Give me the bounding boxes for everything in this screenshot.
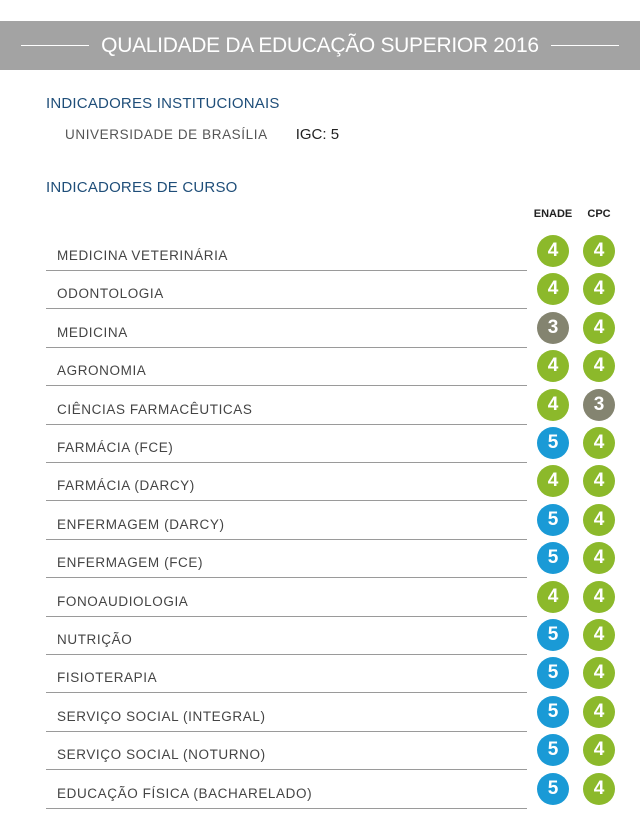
table-row — [0, 270, 640, 309]
course-name: SERVIÇO SOCIAL (INTEGRAL) — [57, 708, 266, 724]
course-name: MEDICINA VETERINÁRIA — [57, 248, 229, 263]
course-section-title: INDICADORES DE CURSO — [46, 179, 238, 196]
enade-badge: 5 — [537, 504, 569, 536]
table-row — [0, 501, 640, 540]
cpc-badge: 4 — [583, 427, 615, 459]
header-right-rule — [551, 45, 619, 46]
table-row — [0, 616, 640, 655]
enade-badge: 4 — [537, 389, 569, 421]
enade-badge: 5 — [537, 773, 569, 805]
institutional-section-title: INDICADORES INSTITUCIONAIS — [46, 95, 280, 112]
enade-badge: 4 — [537, 350, 569, 382]
table-row — [0, 770, 640, 809]
cpc-badge: 3 — [583, 389, 615, 421]
enade-badge: 4 — [537, 581, 569, 613]
course-name: ENFERMAGEM (DARCY) — [57, 516, 225, 532]
institution-row — [65, 126, 339, 143]
page-title: QUALIDADE DA EDUCAÇÃO SUPERIOR 2016 — [101, 33, 539, 57]
enade-badge: 4 — [537, 273, 569, 305]
course-name: FARMÁCIA (FCE) — [57, 440, 174, 455]
course-name: FARMÁCIA (DARCY) — [57, 478, 195, 494]
cpc-badge: 4 — [583, 542, 615, 574]
enade-badge: 5 — [537, 542, 569, 574]
enade-badge: 5 — [537, 734, 569, 766]
igc-value: IGC: 5 — [295, 126, 340, 143]
enade-column-header: ENADE — [533, 208, 573, 220]
enade-badge: 5 — [537, 696, 569, 728]
table-row — [0, 654, 640, 693]
cpc-badge: 4 — [583, 619, 615, 651]
course-name: MEDICINA — [57, 324, 128, 340]
table-row — [0, 693, 640, 732]
course-name: CIÊNCIAS FARMACÊUTICAS — [57, 401, 253, 417]
cpc-badge: 4 — [583, 657, 615, 689]
cpc-badge: 4 — [583, 773, 615, 805]
enade-badge: 3 — [537, 312, 569, 344]
header-banner — [0, 21, 640, 70]
course-name: ODONTOLOGIA — [57, 286, 164, 302]
cpc-badge: 4 — [583, 312, 615, 344]
enade-badge: 5 — [537, 619, 569, 651]
course-name: EDUCAÇÃO FÍSICA (BACHARELADO) — [57, 785, 313, 801]
table-row — [0, 309, 640, 348]
course-name: AGRONOMIA — [57, 363, 147, 379]
cpc-badge: 4 — [583, 273, 615, 305]
cpc-badge: 4 — [583, 235, 615, 267]
table-row — [0, 731, 640, 770]
cpc-column-header: CPC — [587, 208, 611, 220]
enade-badge: 5 — [537, 657, 569, 689]
table-row — [0, 539, 640, 578]
cpc-badge: 4 — [583, 465, 615, 497]
enade-badge: 4 — [537, 465, 569, 497]
table-row — [0, 424, 640, 463]
cpc-badge: 4 — [583, 734, 615, 766]
cpc-badge: 4 — [583, 696, 615, 728]
enade-badge: 4 — [537, 235, 569, 267]
course-name: NUTRIÇÃO — [57, 632, 133, 647]
table-row — [0, 386, 640, 425]
cpc-badge: 4 — [583, 350, 615, 382]
table-row — [0, 347, 640, 386]
header-left-rule — [21, 45, 89, 46]
course-name: SERVIÇO SOCIAL (NOTURNO) — [57, 747, 266, 763]
course-name: FONOAUDIOLOGIA — [57, 593, 189, 609]
institution-name: UNIVERSIDADE DE BRASÍLIA — [65, 127, 268, 142]
table-row — [0, 462, 640, 501]
table-row — [0, 232, 640, 271]
row-divider — [46, 808, 527, 809]
table-row — [0, 578, 640, 617]
cpc-badge: 4 — [583, 581, 615, 613]
cpc-badge: 4 — [583, 504, 615, 536]
course-name: ENFERMAGEM (FCE) — [57, 555, 204, 571]
course-name: FISIOTERAPIA — [57, 670, 158, 686]
enade-badge: 5 — [537, 427, 569, 459]
